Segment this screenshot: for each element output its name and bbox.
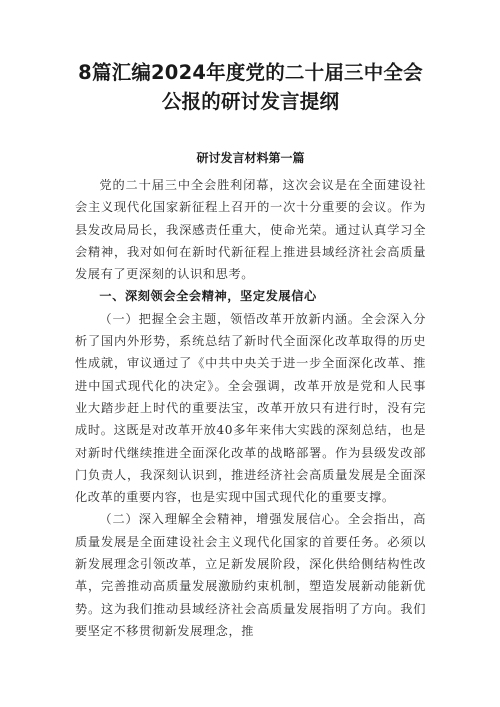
document-title: 8篇汇编2024年度党的二十届三中全会公报的研讨发言提纲 — [78, 61, 423, 113]
intro-paragraph: 党的二十届三中全会胜利闭幕，这次会议是在全面建设社会主义现代化国家新征程上召开的一次十分重要的会议。作为县发改局局长，我深感责任重大，使命光荣。通过认真学习全会精神，我对如何在新时代新征程上推进县域经济社会高质量发展有了更深刻的认识和思考。 — [75, 178, 426, 282]
part-one-paragraph-2: （二）深入理解全会精神，增强发展信心。全会指出，高质量发展是全面建设社会主义现代化国家的首要任务。必须以新发展理念引领改革，立足新发展阶段，深化供给侧结构性改革，完善推动高质量发展激励约束机制，塑造发展新动能新优势。这为我们推动县域经济社会高质量发展指明了方向。我们要坚定不移贯彻新发展理念，推 — [75, 512, 426, 638]
section-heading: 研讨发言材料第一篇 — [196, 151, 305, 165]
part-one-heading: 一、深刻领会全会精神，坚定发展信心 — [99, 289, 317, 304]
part-one-paragraph-1: （一）把握全会主题，领悟改革开放新内涵。全会深入分析了国内外形势，系统总结了新时代全面深化改革取得的历史性成就，审议通过了《中共中央关于进一步全面深化改革、推进中国式现代化的决定》。全会强调，改革开放是党和人民事业大踏步赶上时代的重要法宝，改革开放只有进行时，没有完成时。这既是对改革开放40多年来伟大实践的深刻总结，也是对新时代继续推进全面深化改革的战略部署。作为县级发改部门负责人，我深刻认识到，推进经济社会高质量发展是全面深化改革的重要内容，也是实现中国式现代化的重要支撑。 — [75, 311, 426, 505]
